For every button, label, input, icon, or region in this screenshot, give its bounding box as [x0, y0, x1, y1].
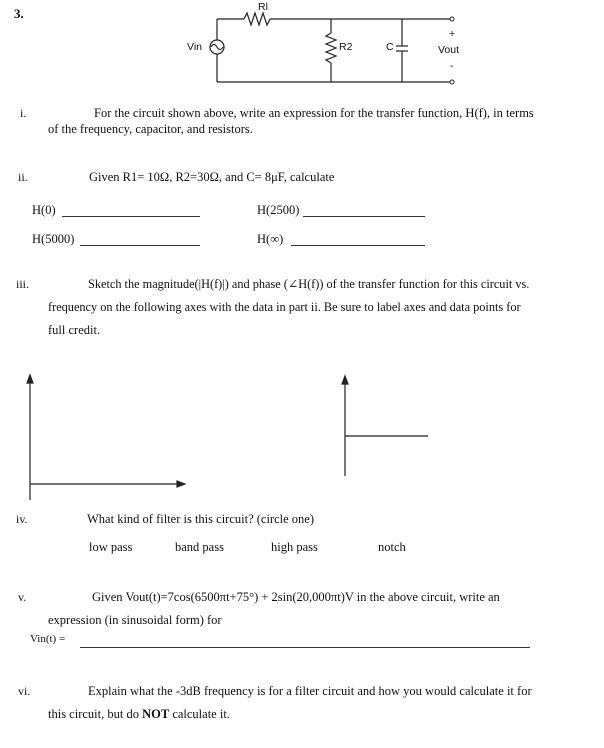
h0-label: H(0): [32, 203, 56, 217]
h5000-label: H(5000): [32, 232, 75, 246]
vout-label: Vout: [438, 44, 460, 56]
r2-label: R2: [339, 41, 353, 53]
phase-axes[interactable]: [337, 372, 437, 482]
vout-plus: +: [449, 28, 456, 40]
h2500-label: H(2500): [257, 203, 300, 217]
part-iv-numeral: iv.: [16, 512, 28, 526]
part-i-line2: of the frequency, capacitor, and resistors.: [48, 122, 253, 136]
part-vi-line1: Explain what the -3dB frequency is for a filter circuit and how you would calculate it for: [88, 684, 532, 698]
part-vi-not-emphasis: NOT: [142, 707, 170, 721]
part-v-numeral: v.: [18, 590, 27, 604]
part-ii-given: Given R1= 10Ω, R2=30Ω, and C= 8μF, calculate: [89, 170, 335, 184]
vout-minus: -: [450, 60, 454, 72]
part-vi-line2-end: calculate it.: [169, 707, 230, 721]
option-low-pass[interactable]: low pass: [89, 540, 133, 554]
part-i-line1: For the circuit shown above, write an expression for the transfer function, H(f), in terms: [94, 106, 534, 120]
hinf-answer-blank[interactable]: [291, 245, 425, 246]
h0-answer-blank[interactable]: [62, 216, 200, 217]
part-v-line2: expression (in sinusoidal form) for: [48, 613, 222, 627]
vin-label: Vin: [187, 41, 202, 53]
hinf-label: H(∞): [257, 232, 284, 246]
magnitude-axes[interactable]: [20, 372, 195, 507]
capacitor-label: C: [386, 41, 394, 53]
part-iii-numeral: iii.: [16, 277, 30, 291]
vin-answer-blank[interactable]: [80, 647, 530, 648]
option-notch[interactable]: notch: [378, 540, 406, 554]
h2500-answer-blank[interactable]: [303, 216, 425, 217]
part-iii-line3: full credit.: [48, 323, 101, 337]
part-iii-line2: frequency on the following axes with the data in part ii. Be sure to label axes and data points for: [48, 300, 521, 314]
part-i-numeral: i.: [20, 106, 27, 120]
part-ii-numeral: ii.: [18, 170, 28, 184]
h5000-answer-blank[interactable]: [80, 245, 200, 246]
part-v-line1: Given Vout(t)=7cos(6500πt+75°) + 2sin(20,000πt)V in the above circuit, write an: [92, 590, 500, 604]
vin-answer-label: Vin(t) =: [30, 633, 66, 645]
part-vi-line2: [48, 707, 230, 722]
part-iv-question: What kind of filter is this circuit? (circle one): [87, 512, 314, 526]
r1-label: Rl: [258, 1, 268, 13]
option-band-pass[interactable]: band pass: [175, 540, 224, 554]
problem-number: 3.: [14, 6, 24, 21]
part-vi-numeral: vi.: [18, 684, 31, 698]
option-high-pass[interactable]: high pass: [271, 540, 318, 554]
part-iii-line1: Sketch the magnitude(|H(f)|) and phase (∠H(f)) of the transfer function for this circuit vs.: [88, 277, 530, 291]
part-vi-line2-start: this circuit, but do: [48, 707, 143, 721]
